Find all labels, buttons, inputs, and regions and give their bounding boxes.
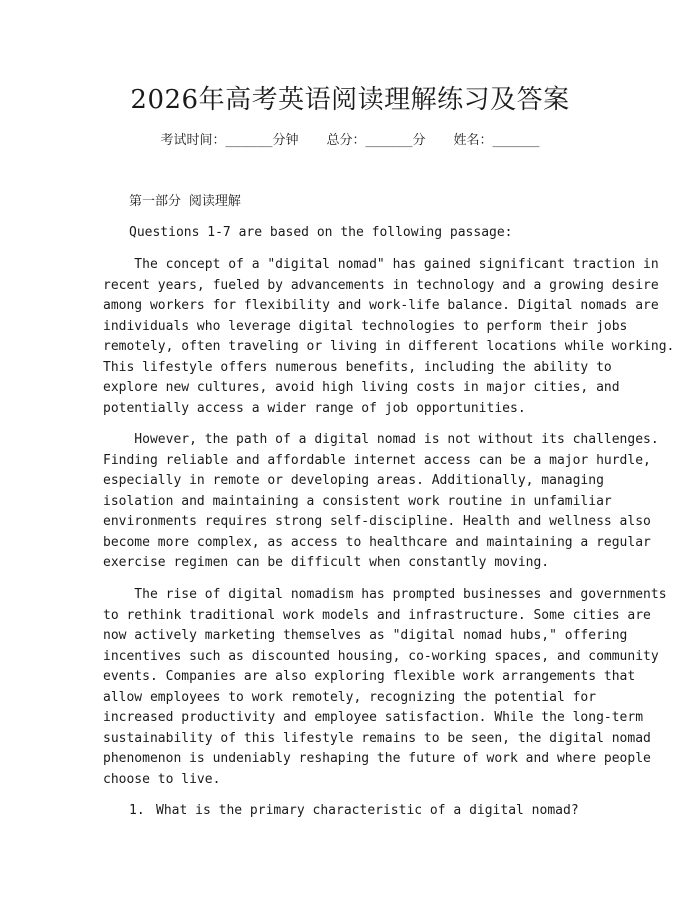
passage-paragraph-2 xyxy=(103,430,659,574)
passage-line: However, the path of a digital nomad is not without its challenges. xyxy=(103,432,659,447)
passage-line: incentives such as discounted housing, co-working spaces, and community xyxy=(103,648,659,664)
passage-line: among workers for flexibility and work-life balance. Digital nomads are xyxy=(103,298,659,313)
passage-line: increased productivity and employee satisfaction. While the long-term xyxy=(103,710,644,725)
passage-line: become more complex, as access to healthcare and maintaining a regular xyxy=(103,534,651,550)
total-score-label: 总分：______分 xyxy=(326,133,426,148)
passage-line: events. Companies are also exploring flexible work arrangements that xyxy=(103,669,636,684)
passage-line: The rise of digital nomadism has prompted businesses and governments xyxy=(103,587,667,602)
question-item xyxy=(129,801,579,821)
passage-line: explore new cultures, avoid high living costs in major cities, and xyxy=(103,380,620,395)
page-title: 2026年高考英语阅读理解练习及答案 xyxy=(130,85,570,115)
passage-line: isolation and maintaining a consistent work routine in unfamiliar xyxy=(103,493,612,509)
passage-line: choose to live. xyxy=(103,771,221,787)
section-heading: 第一部分 阅读理解 xyxy=(129,194,241,209)
question-number: 1. xyxy=(129,803,145,818)
passage-line: exercise regimen can be difficult when constantly moving. xyxy=(103,555,550,570)
passage-line: potentially access a wider range of job opportunities. xyxy=(103,400,526,416)
passage-line: The concept of a "digital nomad" has gained significant traction in xyxy=(103,257,659,272)
passage-paragraph-1 xyxy=(103,255,675,419)
passage-paragraph-3 xyxy=(103,585,667,790)
passage-line: sustainability of this lifestyle remains to be seen, the digital nomad xyxy=(103,730,651,746)
passage-line: This lifestyle offers numerous benefits, including the ability to xyxy=(103,359,612,375)
exam-time-label: 考试时间：______分钟 xyxy=(160,133,299,148)
passage-line: to rethink traditional work models and infrastructure. Some cities are xyxy=(103,607,651,623)
passage-line: especially in remote or developing areas. Additionally, managing xyxy=(103,473,604,488)
passage-line: remotely, often traveling or living in different locations while working. xyxy=(103,339,675,354)
exam-meta-line xyxy=(0,131,700,151)
passage-line: phenomenon is undeniably reshaping the future of work and where people xyxy=(103,751,651,766)
passage-line: now actively marketing themselves as "digital nomad hubs," offering xyxy=(103,628,628,643)
question-text: What is the primary characteristic of a digital nomad? xyxy=(156,803,579,818)
questions-intro: Questions 1-7 are based on the following passage: xyxy=(129,225,513,240)
passage-line: Finding reliable and affordable internet access can be a major hurdle, xyxy=(103,452,651,468)
passage-line: allow employees to work remotely, recognizing the potential for xyxy=(103,689,597,705)
passage-line: environments requires strong self-discipline. Health and wellness also xyxy=(103,514,651,529)
student-name-label: 姓名：______ xyxy=(453,133,540,148)
passage-line: recent years, fueled by advancements in technology and a growing desire xyxy=(103,277,659,293)
passage-line: individuals who leverage digital technologies to perform their jobs xyxy=(103,318,628,334)
